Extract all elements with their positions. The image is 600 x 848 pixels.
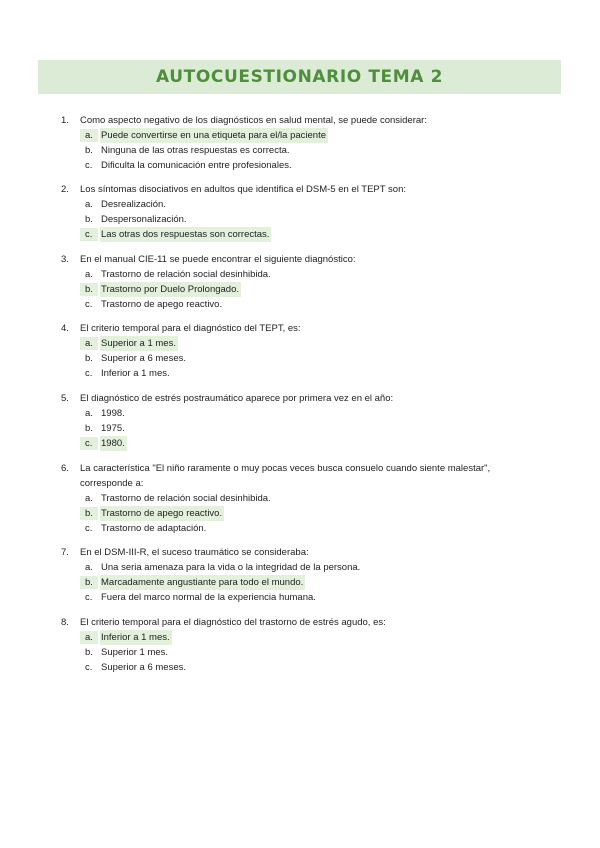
question-number: 8. — [61, 617, 69, 628]
answer-option — [0, 506, 600, 521]
answer-option — [0, 645, 600, 660]
option-text: Despersonalización. — [101, 214, 187, 225]
correct-option-text: Puede convertirse en una etiqueta para el/la paciente — [101, 130, 326, 141]
option-letter: b. — [85, 647, 93, 658]
answer-option — [0, 575, 600, 590]
answer-option — [0, 491, 600, 506]
answer-option — [0, 630, 600, 645]
option-letter: c. — [85, 592, 93, 603]
answer-option — [0, 406, 600, 421]
option-letter: c. — [85, 438, 93, 449]
option-text: Superior a 6 meses. — [101, 353, 187, 364]
option-letter: a. — [85, 338, 93, 349]
answer-option — [0, 436, 600, 451]
option-letter: a. — [85, 269, 93, 280]
option-letter: a. — [85, 493, 93, 504]
correct-option-text: 1980. — [101, 438, 125, 449]
answer-option — [0, 282, 600, 297]
question-text: El criterio temporal para el diagnóstico del TEPT, es: — [80, 323, 301, 334]
option-text: Superior a 6 meses. — [101, 662, 187, 673]
answer-option — [0, 590, 600, 605]
option-letter: c. — [85, 229, 93, 240]
option-letter: b. — [85, 353, 93, 364]
answer-option — [0, 351, 600, 366]
option-letter: c. — [85, 368, 93, 379]
option-letter: c. — [85, 299, 93, 310]
option-letter: b. — [85, 423, 93, 434]
answer-option — [0, 128, 600, 143]
title-banner — [38, 60, 561, 94]
option-text: Desrealización. — [101, 199, 166, 210]
answer-option — [0, 143, 600, 158]
option-text: Dificulta la comunicación entre profesionales. — [101, 160, 292, 171]
option-text: Superior 1 mes. — [101, 647, 169, 658]
option-text: Una seria amenaza para la vida o la integridad de la persona. — [101, 562, 361, 573]
question-number: 6. — [61, 463, 69, 474]
question-number: 5. — [61, 393, 69, 404]
answer-option — [0, 560, 600, 575]
option-text: Trastorno de relación social desinhibida. — [101, 269, 271, 280]
option-letter: a. — [85, 562, 93, 573]
correct-option-text: Trastorno de apego reactivo. — [101, 508, 223, 519]
correct-option-text: Superior a 1 mes. — [101, 338, 176, 349]
question-number: 3. — [61, 254, 69, 265]
answer-option — [0, 660, 600, 675]
option-letter: b. — [85, 145, 93, 156]
option-letter: c. — [85, 160, 93, 171]
question-text: Como aspecto negativo de los diagnósticos en salud mental, se puede considerar: — [80, 115, 427, 126]
option-text: 1975. — [101, 423, 125, 434]
option-text: 1998. — [101, 408, 125, 419]
question-number: 2. — [61, 184, 69, 195]
answer-option — [0, 197, 600, 212]
option-text: Trastorno de apego reactivo. — [101, 299, 223, 310]
option-text: Trastorno de relación social desinhibida. — [101, 493, 271, 504]
answer-option — [0, 366, 600, 381]
option-letter: c. — [85, 523, 93, 534]
question-text: En el DSM-III-R, el suceso traumático se consideraba: — [80, 547, 309, 558]
option-letter: b. — [85, 508, 93, 519]
option-text: Ninguna de las otras respuestas es correcta. — [101, 145, 290, 156]
option-letter: b. — [85, 284, 93, 295]
option-letter: a. — [85, 408, 93, 419]
question-text: En el manual CIE-11 se puede encontrar el siguiente diagnóstico: — [80, 254, 356, 265]
question-number: 1. — [61, 115, 69, 126]
answer-option — [0, 212, 600, 227]
answer-option — [0, 158, 600, 173]
correct-option-text: Trastorno por Duelo Prolongado. — [101, 284, 240, 295]
option-text: Inferior a 1 mes. — [101, 368, 170, 379]
question-text: El diagnóstico de estrés postraumático aparece por primera vez en el año: — [80, 393, 394, 404]
question-text: El criterio temporal para el diagnóstico del trastorno de estrés agudo, es: — [80, 617, 386, 628]
correct-option-text: Las otras dos respuestas son correctas. — [101, 229, 270, 240]
option-letter: c. — [85, 662, 93, 673]
question-number: 7. — [61, 547, 69, 558]
option-text: Trastorno de adaptación. — [101, 523, 207, 534]
correct-option-text: Inferior a 1 mes. — [101, 632, 170, 643]
option-letter: b. — [85, 577, 93, 588]
option-letter: a. — [85, 632, 93, 643]
question-text: La característica "El niño raramente o muy pocas veces busca consuelo cuando siente malestar", corresponde a: — [80, 463, 491, 489]
question-number: 4. — [61, 323, 69, 334]
option-letter: a. — [85, 199, 93, 210]
answer-option — [0, 227, 600, 242]
option-letter: b. — [85, 214, 93, 225]
option-text: Fuera del marco normal de la experiencia humana. — [101, 592, 316, 603]
correct-option-text: Marcadamente angustiante para todo el mundo. — [101, 577, 304, 588]
answer-option — [0, 297, 600, 312]
answer-option — [0, 521, 600, 536]
page-title: AUTOCUESTIONARIO TEMA 2 — [156, 67, 443, 87]
answer-option — [0, 267, 600, 282]
question-text: Los síntomas disociativos en adultos que identifica el DSM-5 en el TEPT son: — [80, 184, 406, 195]
answer-option — [0, 336, 600, 351]
answer-option — [0, 421, 600, 436]
option-letter: a. — [85, 130, 93, 141]
